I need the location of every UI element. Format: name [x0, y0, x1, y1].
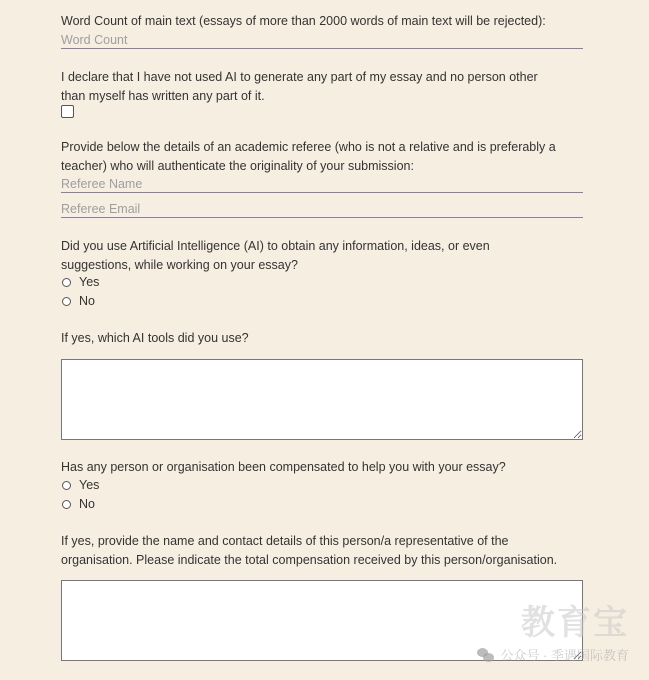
ai-usage-question: Did you use Artificial Intelligence (AI) to obtain any information, ideas, or even suggestions, while working on your essay?	[61, 239, 490, 272]
ai-usage-yes-option[interactable]	[61, 273, 99, 291]
ai-declaration-text: I declare that I have not used AI to generate any part of my essay and no person other than myself has written any part of it.	[61, 70, 538, 103]
compensation-question: Has any person or organisation been compensated to help you with your essay?	[61, 460, 506, 474]
watermark-logo-text: 教育宝	[521, 604, 629, 642]
word-count-label: Word Count of main text (essays of more than 2000 words of main text will be rejected):	[61, 14, 546, 28]
compensation-no-option[interactable]	[61, 495, 95, 513]
compensation-yes-option[interactable]	[61, 476, 99, 494]
compensation-no-radio[interactable]	[62, 500, 71, 509]
compensation-yes-label: Yes	[79, 478, 100, 492]
ai-usage-no-radio[interactable]	[62, 297, 71, 306]
referee-email-input[interactable]	[61, 200, 583, 218]
referee-name-input[interactable]	[61, 175, 583, 193]
ai-usage-yes-label: Yes	[79, 275, 100, 289]
ai-declaration-checkbox[interactable]	[61, 105, 74, 118]
compensation-details-label: If yes, provide the name and contact details of this person/a representative of the organisation. Please indicate the total compensation received by this person/organisation.	[61, 534, 558, 567]
ai-usage-yes-radio[interactable]	[62, 278, 71, 287]
ai-tools-label: If yes, which AI tools did you use?	[61, 331, 249, 345]
compensation-yes-radio[interactable]	[62, 481, 71, 490]
word-count-input[interactable]	[61, 31, 583, 49]
referee-label: Provide below the details of an academic referee (who is not a relative and is preferably a teacher) who will authenticate the originality of your submission:	[61, 140, 556, 173]
ai-tools-textarea[interactable]	[61, 359, 583, 440]
wechat-icon	[477, 648, 495, 662]
compensation-no-label: No	[79, 497, 95, 511]
ai-usage-no-option[interactable]	[61, 292, 95, 310]
ai-usage-no-label: No	[79, 294, 95, 308]
watermark	[477, 645, 629, 664]
watermark-account-text: 公众号 · 季遇国际教育	[500, 648, 629, 663]
